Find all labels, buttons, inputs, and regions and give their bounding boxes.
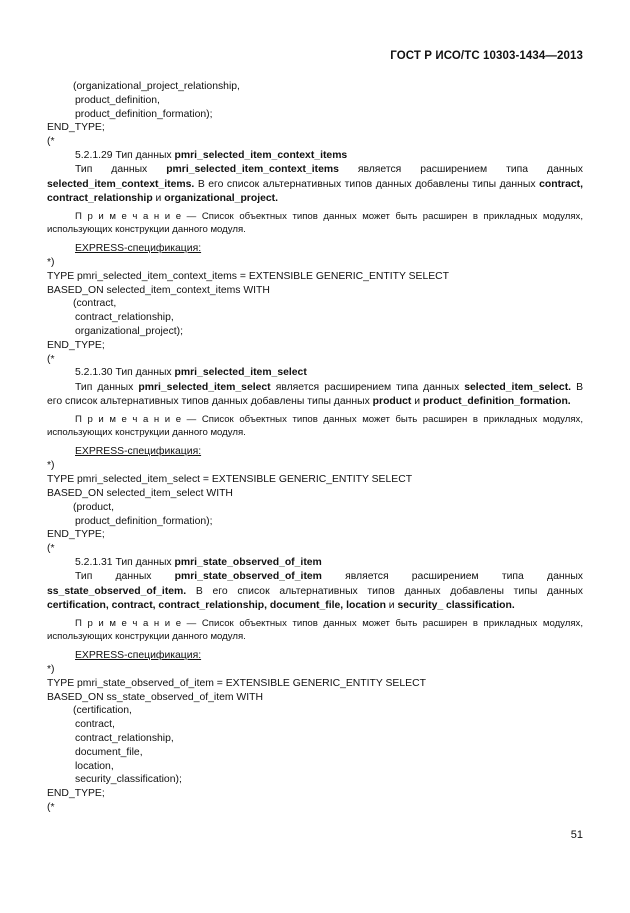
code-line: BASED_ON selected_item_context_items WITH [47, 284, 270, 296]
code-line: product_definition, [75, 94, 160, 106]
section-heading: 5.2.1.29 Тип данных pmri_selected_item_context_items [75, 149, 348, 161]
code-line: document_file, [75, 746, 143, 758]
code-line: contract, [75, 719, 115, 731]
express-spec-label: EXPRESS-спецификация: [75, 446, 202, 458]
note: П р и м е ч а н и е — Список объектных типов данных может быть расширен в прикладных модулях, использующих конструкции данного модуля. [47, 618, 584, 643]
code-line: security_classification); [75, 774, 182, 786]
page-content [47, 80, 583, 815]
section-heading: 5.2.1.30 Тип данных pmri_selected_item_select [75, 367, 307, 379]
code-line: (certification, [73, 705, 132, 717]
code-line: TYPE pmri_state_observed_of_item = EXTENSIBLE GENERIC_ENTITY SELECT [47, 677, 426, 689]
code-line: *) [47, 257, 55, 269]
code-line: END_TYPE; [47, 788, 105, 800]
code-line: END_TYPE; [47, 529, 105, 541]
code-line: (* [47, 136, 55, 148]
code-line: (organizational_project_relationship, [73, 81, 240, 92]
code-line: contract_relationship, [75, 733, 174, 745]
code-line: (product, [73, 501, 115, 513]
section-paragraph: Тип данных pmri_selected_item_context_items является расширением типа данных selected_item_context_items. В его список альтернативных типов данных добавлены типы данных contract, contract_relationship и organizational_project. [47, 164, 583, 204]
code-line: BASED_ON selected_item_select WITH [47, 487, 233, 499]
section-paragraph: Тип данных pmri_selected_item_select является расширением типа данных selected_item_select. В его список альтернативных типов данных добавлены типы данных product и product_definition_formation. [47, 381, 584, 408]
code-line: organizational_project); [75, 326, 184, 338]
express-spec-label: EXPRESS-спецификация: [75, 650, 202, 662]
code-line: (* [47, 353, 55, 365]
document-header: ГОСТ Р ИСО/ТС 10303-1434—2013 [390, 50, 583, 62]
code-line: contract_relationship, [75, 312, 174, 324]
page-number: 51 [570, 829, 583, 841]
code-line: product_definition_formation); [75, 515, 213, 527]
code-line: (* [47, 543, 55, 555]
code-line: BASED_ON ss_state_observed_of_item WITH [47, 691, 263, 703]
section-paragraph: Тип данных pmri_state_observed_of_item является расширением типа данных ss_state_observed_of_item. В его список альтернативных типов данных добавлены типы данных certification, contract, contract_relationship, document_file, location и security_ classification. [47, 571, 583, 611]
express-spec-label: EXPRESS-спецификация: [75, 243, 202, 255]
code-line: END_TYPE; [47, 122, 105, 134]
code-line: location, [75, 760, 114, 772]
code-line: TYPE pmri_selected_item_context_items = EXTENSIBLE GENERIC_ENTITY SELECT [47, 270, 450, 282]
code-line: END_TYPE; [47, 339, 105, 351]
note: П р и м е ч а н и е — Список объектных типов данных может быть расширен в прикладных модулях, использующих конструкции данного модуля. [47, 211, 584, 236]
note: П р и м е ч а н и е — Список объектных типов данных может быть расширен в прикладных модулях, использующих конструкции данного модуля. [47, 414, 584, 439]
code-line: product_definition_formation); [75, 108, 213, 120]
code-line: *) [47, 664, 55, 676]
code-line: (contract, [73, 298, 117, 310]
code-line: *) [47, 460, 55, 472]
section-heading: 5.2.1.31 Тип данных pmri_state_observed_of_item [75, 556, 322, 568]
code-line: (* [47, 802, 55, 814]
code-line: TYPE pmri_selected_item_select = EXTENSIBLE GENERIC_ENTITY SELECT [47, 474, 413, 486]
